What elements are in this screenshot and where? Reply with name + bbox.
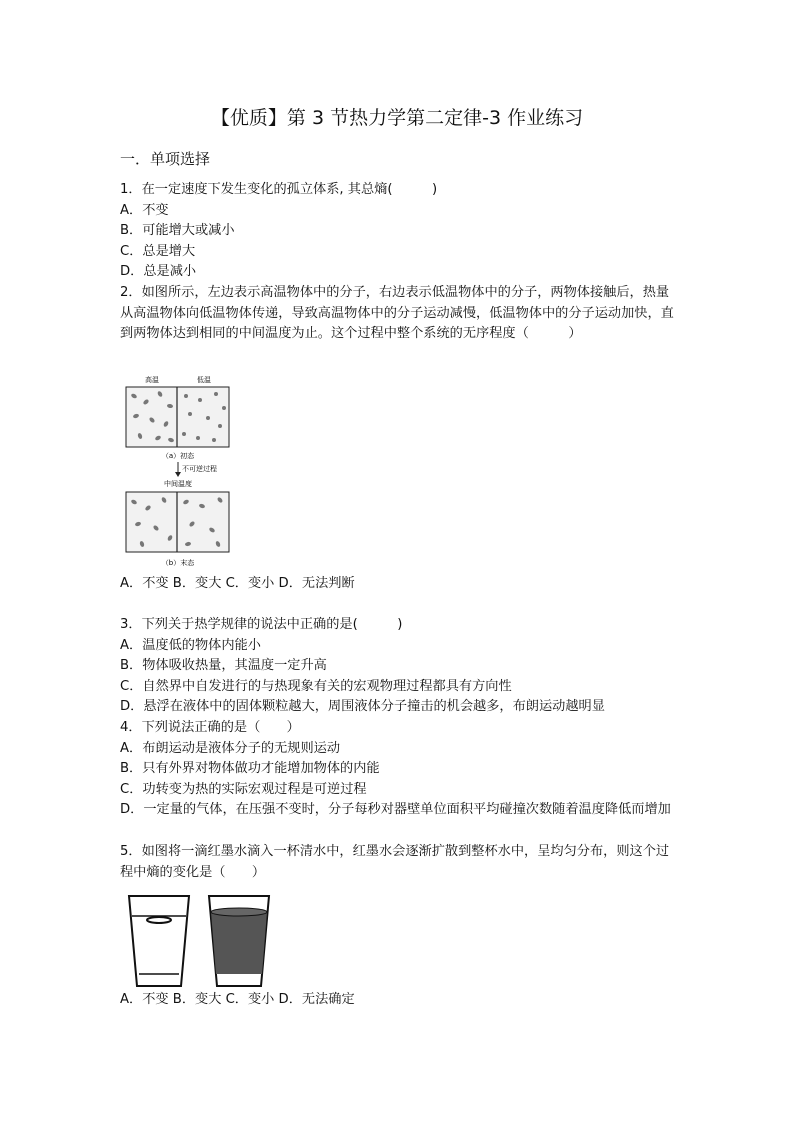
question-1 <box>120 180 680 283</box>
molecule-diagram <box>124 372 234 576</box>
caption-initial: （a）初态 <box>161 452 195 460</box>
question-3-option-c: C．自然界中自发进行的与热现象有关的宏观物理过程都具有方向性 <box>120 678 512 694</box>
ink-drop <box>147 917 171 923</box>
question-5-stem: 5．如图将一滴红墨水滴入一杯清水中，红墨水会逐渐扩散到整杯水中，呈均匀分布，则这个过程中熵的变化是（ ） <box>120 844 670 880</box>
question-2 <box>120 283 680 345</box>
question-5-options <box>120 990 680 1011</box>
question-2-options-line: A．不变 B．变大 C．变小 D．无法判断 <box>120 576 355 591</box>
question-3-option-d: D．悬浮在液体中的固体颗粒越大，周围液体分子撞击的机会越多，布朗运动越明显 <box>120 699 605 715</box>
question-3 <box>120 615 680 718</box>
question-1-stem: 1．在一定速度下发生变化的孤立体系, 其总熵( ) <box>120 182 438 197</box>
question-4-option-c: C．功转变为热的实际宏观过程是可逆过程 <box>120 781 367 797</box>
diffused-ink-cup <box>209 896 269 986</box>
page-title: 【优质】第 3 节热力学第二定律-3 作业练习 <box>210 107 584 129</box>
question-3-stem: 3．下列关于热学规律的说法中正确的是( ) <box>120 617 403 632</box>
label-high-temp: 高温 <box>145 376 159 384</box>
question-2-options <box>120 574 680 595</box>
question-2-stem: 2．如图所示，左边表示高温物体中的分子，右边表示低温物体中的分子，两物体接触后，热量从高温物体向低温物体传递，导致高温物体中的分子运动减慢，低温物体中的分子运动加快，直到两物体达到相同的中间温度为止。这个过程中整个系统的无序程度（ ） <box>120 285 674 342</box>
cups-diagram <box>125 890 275 994</box>
question-4 <box>120 718 680 821</box>
arrow-label: 不可逆过程 <box>182 465 217 473</box>
question-5-options-line: A．不变 B．变大 C．变小 D．无法确定 <box>120 992 355 1007</box>
question-3-option-a: A．温度低的物体内能小 <box>120 637 261 653</box>
question-1-option-d: D．总是减小 <box>120 264 197 280</box>
question-4-option-a: A．布朗运动是液体分子的无规则运动 <box>120 740 341 756</box>
clear-water-cup <box>129 896 189 986</box>
label-mid-temp: 中间温度 <box>164 480 192 488</box>
label-low-temp: 低温 <box>197 376 211 384</box>
question-4-stem: 4．下列说法正确的是（ ） <box>120 720 300 735</box>
question-4-option-b: B．只有外界对物体做功才能增加物体的内能 <box>120 761 380 777</box>
question-1-option-b: B．可能增大或减小 <box>120 223 235 239</box>
question-4-option-d: D．一定量的气体，在压强不变时，分子每秒对器壁单位面积平均碰撞次数随着温度降低而增加 <box>120 802 671 818</box>
question-1-option-c: C．总是增大 <box>120 243 196 259</box>
question-5 <box>120 842 680 883</box>
question-3-option-b: B．物体吸收热量，其温度一定升高 <box>120 658 327 674</box>
caption-final: （b）末态 <box>161 559 195 567</box>
question-1-option-a: A．不变 <box>120 202 169 218</box>
section-heading: 一．单项选择 <box>120 150 211 168</box>
